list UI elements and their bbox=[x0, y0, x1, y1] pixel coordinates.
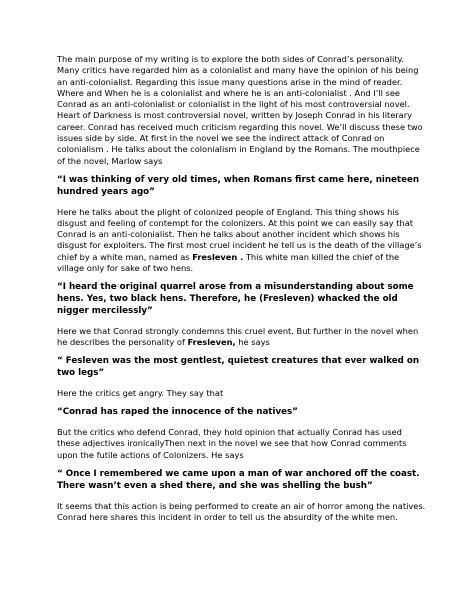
conclusion-paragraph bbox=[57, 501, 427, 524]
paragraph-text: Here we that Conrad strongly condemns this cruel event. But further in the novel when he describes the personality of bbox=[57, 325, 419, 348]
name-fresleven: Fresleven . bbox=[192, 251, 244, 262]
paragraph-text: This white man killed the chief of the village only for sake of two hens. bbox=[57, 251, 400, 274]
condemn-paragraph bbox=[57, 326, 427, 349]
defend-paragraph bbox=[57, 427, 427, 461]
paragraph-text: It seems that this action is being performed to create an air of horror among the natives. Conrad here shares this incident in order to tell us the absurdity of the white men. bbox=[57, 500, 426, 522]
quote-text: “ Once I remembered we came upon a man of war anchored off the coast. There wasn’t even a shed there, and she was shelling the bush” bbox=[57, 468, 420, 491]
quote-text: “Conrad has raped the innocence of the natives” bbox=[57, 407, 298, 418]
quote-innocence bbox=[57, 407, 427, 419]
quote-man-of-war bbox=[57, 469, 427, 493]
quote-hens bbox=[57, 282, 427, 317]
paragraph-text: Here the critics get angry. They say that bbox=[57, 387, 224, 398]
quote-text: “ Fesleven was the most gentlest, quietest creatures that ever walked on two legs” bbox=[57, 356, 420, 379]
paragraph-text: But the critics who defend Conrad, they hold opinion that actually Conrad has used these adjectives ironicallyThen next in the novel we see that how Conrad comments upon the futile actions of Colonizers. He says bbox=[57, 427, 407, 460]
critics-angry-paragraph bbox=[57, 388, 427, 399]
quote-gentlest bbox=[57, 356, 427, 380]
plight-paragraph bbox=[57, 207, 427, 275]
document-page bbox=[57, 54, 427, 531]
quote-romans bbox=[57, 175, 427, 199]
paragraph-text: The main purpose of my writing is to explore the both sides of Conrad’s personality. Many critics have regarded him as a colonialist and many have the opinion of his being an anti-colonialist. Regarding this issue many questions arise in the mind of reader. Where and When he is a colonialist and where he is an anti-colonialist . And I’ll see Conrad as an anti-colonialist or colonialist in the light of his most controversial novel. Heart of Darkness is most controversial novel, written by Joseph Conrad in his literary career. Conrad has received much criticism regarding this novel. We’ll discuss these two issues side by side. At first in the novel we see the indirect attack of Conrad on colonialism . He talks about the colonialism in England by the Romans. The mouthpiece of the novel, Marlow says bbox=[57, 54, 423, 166]
name-fresleven: Fresleven, bbox=[187, 337, 236, 348]
quote-text: “I heard the original quarrel arose from a misunderstanding about some hens. Yes, two black hens. Therefore, he (Fresleven) whacked the old nigger mercilessly” bbox=[57, 282, 414, 316]
intro-paragraph bbox=[57, 54, 427, 167]
paragraph-text: Here he talks about the plight of colonized people of England. This thing shows his disgust and feeling of contempt for the colonizers. At this point we can easily say that Conrad is an anti-colonialist. Then he talks about another incident which shows his disgust for exploiters. The first most cruel incident he tell us is the death of the village’s chief by a white man, named as bbox=[57, 206, 422, 262]
paragraph-text: he says bbox=[235, 337, 270, 348]
quote-text: “I was thinking of very old times, when Romans first came here, nineteen hundred years ago” bbox=[57, 174, 420, 197]
